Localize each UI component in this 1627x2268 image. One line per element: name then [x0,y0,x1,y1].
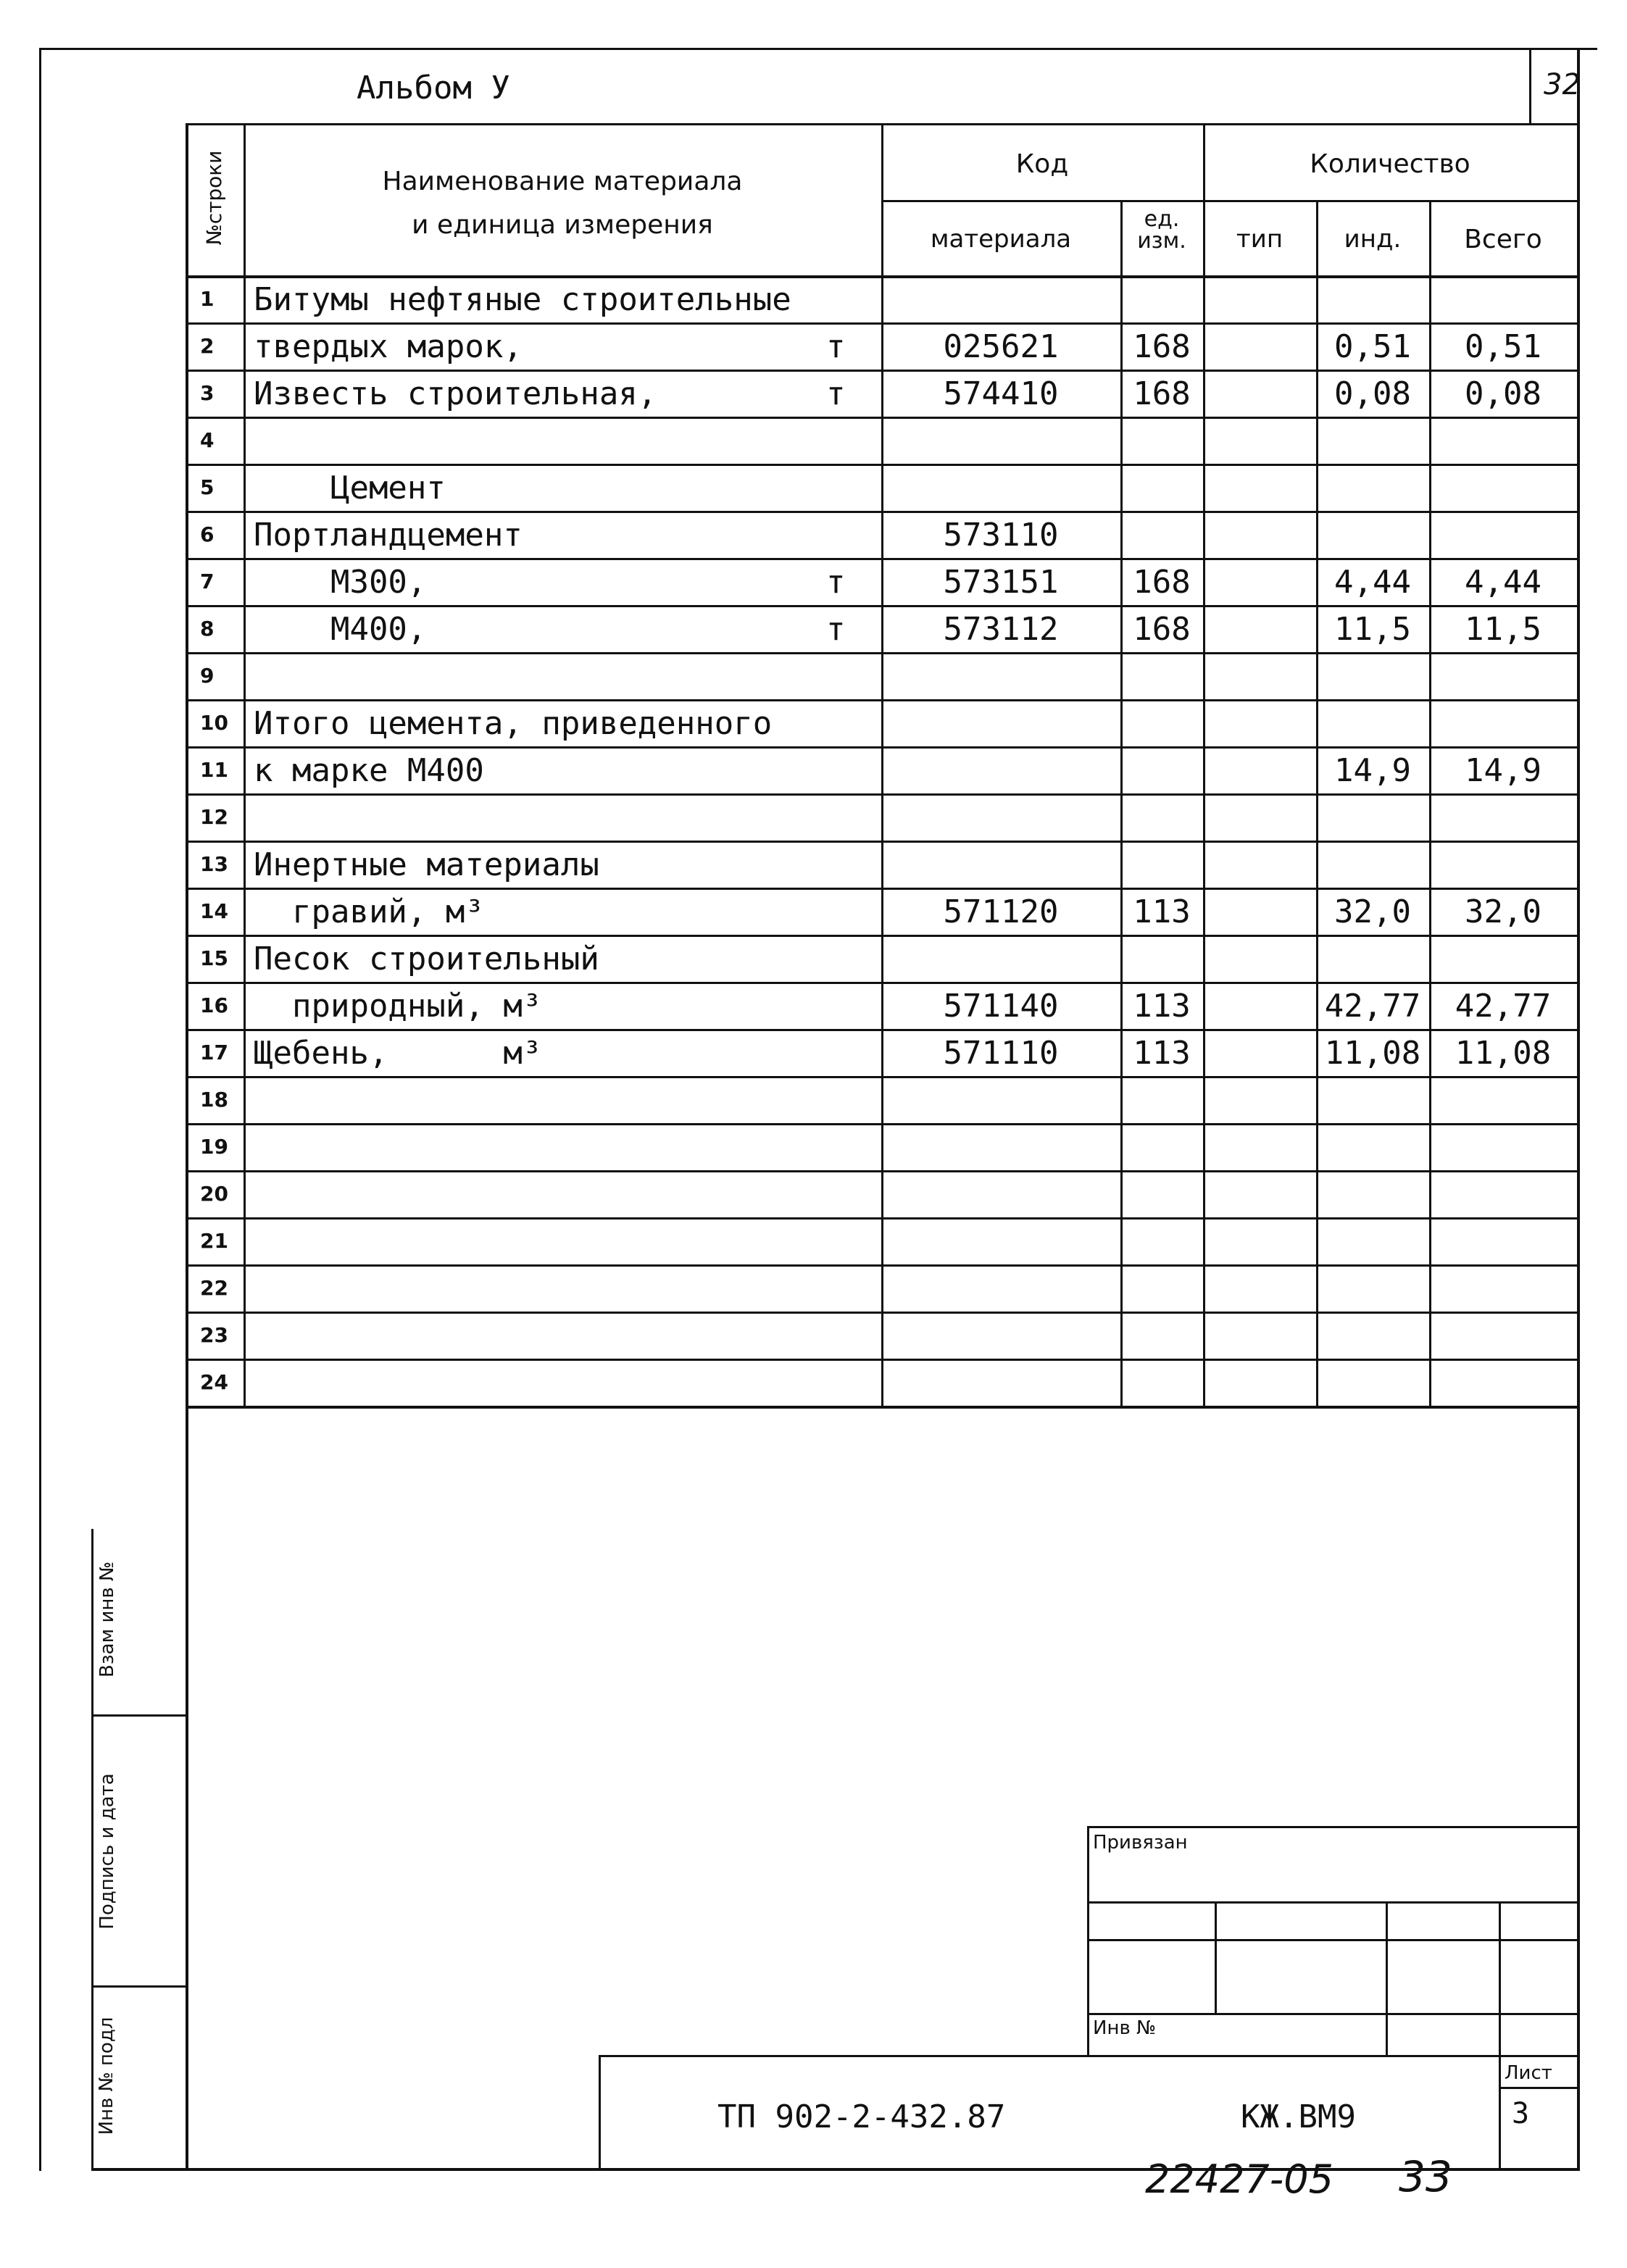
name-header-line1: Наименование материала [382,167,743,196]
row-number: 19 [200,1135,228,1159]
inv-no-label: Инв № [1093,2017,1157,2039]
material-code: 573112 [943,611,1059,648]
table-bottom-line [186,1406,1577,1409]
row-separator [186,841,1577,843]
quantity-total: 14,9 [1465,752,1541,789]
quantity-total: 11,08 [1455,1035,1552,1072]
unit-code: 113 [1133,988,1191,1025]
row-number: 16 [200,993,228,1017]
col-line-code [881,123,883,1406]
row-number: 21 [200,1229,228,1253]
page-number: 32 [1544,68,1581,101]
stamp-col-1 [1215,1901,1217,2013]
code-header: Код [1015,149,1069,179]
row-number: 4 [200,428,215,452]
material-name: к марке М400 [254,752,484,789]
list-label: Лист [1505,2062,1552,2084]
quantity-ind: 0,51 [1334,328,1411,365]
material-code: 025621 [943,328,1059,365]
row-separator [186,370,1577,372]
unit-code: 168 [1133,375,1191,412]
row-separator [186,322,1577,325]
material-code: 573151 [943,564,1059,601]
row-number: 5 [200,475,215,499]
handwritten-number: 22427-05 [1145,2156,1333,2202]
privyazan-label: Привязан [1093,1832,1188,1854]
unit-header-line1: ед. [1144,207,1180,232]
side-strip-left [91,1529,93,2171]
material-name: гравий, м³ [254,893,484,930]
unit-label: т [826,611,846,648]
row-number: 13 [200,852,228,876]
name-header-line2: и единица измерения [412,210,713,240]
material-name: Битумы нефтяные строительные [254,281,791,318]
material-name: Итого цемента, приведенного [254,705,773,742]
material-name: твердых марок, [254,328,523,365]
side-strip-sep-1 [91,1714,186,1717]
material-name: М300, [254,564,427,601]
row-number: 22 [200,1276,228,1300]
row-separator [186,1217,1577,1220]
row-separator [186,935,1577,937]
row-separator [186,982,1577,984]
material-name: Щебень, м³ [254,1035,542,1072]
row-separator [186,652,1577,654]
row-number: 23 [200,1323,228,1347]
stamp-row-1 [1087,1901,1580,1904]
stamp-privyazan-top [1087,1826,1580,1828]
unit-label: т [826,564,846,601]
material-name: природный, м³ [254,988,542,1025]
list-label-sep [1499,2087,1580,2089]
row-separator [186,888,1577,890]
unit-code: 168 [1133,328,1191,365]
header-mid-line [881,200,1577,202]
row-separator [186,417,1577,419]
inner-left-line [186,123,188,2171]
quantity-ind: 14,9 [1334,752,1411,789]
row-number: 6 [200,522,215,546]
row-number: 11 [200,758,228,782]
row-separator [186,699,1577,701]
material-code: 571120 [943,893,1059,930]
document-mark: КЖ.ВМ9 [1241,2098,1356,2135]
unit-code: 168 [1133,564,1191,601]
list-value: 3 [1512,2097,1530,2130]
unit-code: 113 [1133,1035,1191,1072]
row-number: 15 [200,946,228,970]
row-number: 7 [200,570,215,593]
sheet-number: 33 [1399,2152,1452,2201]
quantity-ind: 32,0 [1334,893,1411,930]
row-number: 9 [200,664,215,688]
stamp-privyazan-left [1087,1826,1089,2056]
total-header: Всего [1464,225,1542,254]
frame-right-line [1577,48,1580,2171]
row-number: 8 [200,617,215,641]
document-code: ТП 902-2-432.87 [717,2098,1006,2135]
stamp-row-3 [1087,2013,1580,2015]
col-line-rowno [244,123,246,1406]
row-separator [186,1029,1577,1031]
stamp-row-2 [1087,1939,1580,1941]
quantity-ind: 0,08 [1334,375,1411,412]
unit-code: 113 [1133,893,1191,930]
quantity-total: 11,5 [1465,611,1541,648]
row-separator [186,1170,1577,1172]
stamp-col-3 [1499,1901,1501,2171]
material-code: 571140 [943,988,1059,1025]
podpis-data-label: Подпись и дата [96,1773,118,1930]
title-block-top [599,2055,1580,2057]
row-number: 1 [200,287,215,311]
row-number: 18 [200,1088,228,1112]
title-block-left [599,2055,601,2171]
frame-bottom-line [91,2168,1580,2171]
row-separator [186,558,1577,560]
row-separator [186,746,1577,749]
type-header: тип [1236,225,1283,254]
row-number-header: №строки [202,150,226,246]
material-header: материала [930,225,1072,254]
quantity-ind: 4,44 [1334,564,1411,601]
quantity-header: Количество [1310,149,1470,179]
stamp-col-2 [1386,1901,1388,2056]
row-separator [186,1359,1577,1361]
quantity-total: 0,08 [1465,375,1541,412]
row-separator [186,605,1577,607]
material-name: Инертные материалы [254,846,599,883]
material-name: М400, [254,611,427,648]
row-separator [186,511,1577,513]
row-number: 24 [200,1370,228,1394]
row-separator [186,464,1577,466]
row-separator [186,1312,1577,1314]
row-number: 10 [200,711,228,735]
col-line-type [1203,123,1205,1406]
row-number: 12 [200,805,228,829]
inv-podl-label: Инв № подл [96,2017,117,2135]
quantity-total: 42,77 [1455,988,1552,1025]
material-code: 571110 [943,1035,1059,1072]
quantity-ind: 42,77 [1324,988,1421,1025]
row-number: 2 [200,334,215,358]
material-name: Известь строительная, [254,375,657,412]
frame-left-line [39,48,41,2171]
unit-label: т [826,328,846,365]
row-separator [186,1264,1577,1267]
quantity-total: 32,0 [1465,893,1541,930]
row-separator [186,793,1577,796]
side-strip-sep-2 [91,1985,186,1988]
vzam-inv-label: Взам инв № [96,1562,118,1677]
quantity-ind: 11,08 [1324,1035,1421,1072]
material-name: Портландцемент [254,517,523,554]
quantity-ind: 11,5 [1334,611,1411,648]
row-number: 17 [200,1041,228,1064]
page-number-box-left [1529,48,1531,123]
unit-code: 168 [1133,611,1191,648]
quantity-total: 0,51 [1465,328,1541,365]
row-separator [186,1123,1577,1125]
quantity-total: 4,44 [1465,564,1541,601]
material-name: Цемент [254,470,446,506]
material-code: 574410 [943,375,1059,412]
material-name: Песок строительный [254,941,599,977]
album-title: Альбом У [357,70,510,107]
frame-top-line [39,48,1597,50]
unit-label: т [826,375,846,412]
material-code: 573110 [943,517,1059,554]
row-separator [186,1076,1577,1078]
row-number: 14 [200,899,228,923]
ind-header: инд. [1344,225,1402,254]
unit-header-line2: изм. [1137,228,1186,254]
row-number: 20 [200,1182,228,1206]
row-number: 3 [200,381,215,405]
